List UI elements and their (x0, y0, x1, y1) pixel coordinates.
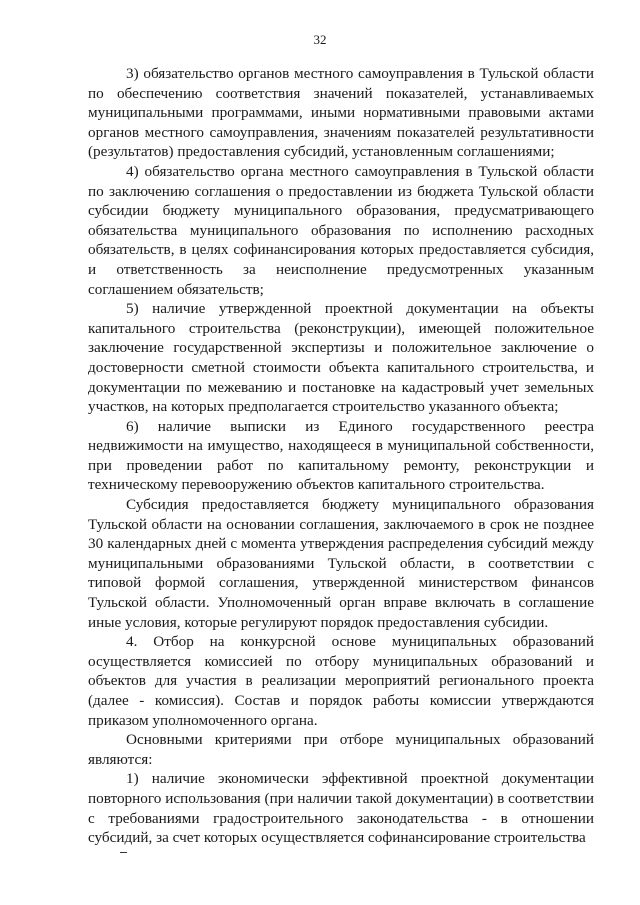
paragraph-subsidy-agreement: Субсидия предоставляется бюджету муниципального образования Тульской области на основании соглашения, заключаемого в срок не позднее 30 календарных дней с момента утверждения распределения субсидий между муниципальными образованиями Тульской области, в соответствии с типовой формой соглашения, утвержденной министерством финансов Тульской области. Уполномоченный орган вправе включать в соглашение иные условия, которые регулируют порядок предоставления субсидии. (88, 496, 594, 631)
scan-mark (120, 852, 127, 853)
paragraph-selection-criteria: Основными критериями при отборе муниципальных образований являются: (88, 731, 594, 768)
document-body (88, 64, 594, 848)
paragraph-item-6-registry-extract: 6) наличие выписки из Единого государственного реестра недвижимости на имущество, находящееся в муниципальной собственности, при проведении работ по капитальному ремонту, реконструкции и техническому перевооружению объектов капитального строительства. (88, 417, 594, 494)
paragraph-criterion-1: 1) наличие экономически эффективной проектной документации повторного использования (при наличии такой документации) в соответствии с требованиями градостроительного законодательства - в отношении субсидий, за счет которых осуществляется софинансирование строительства (88, 770, 594, 847)
paragraph-item-3-obligation: 3) обязательство органов местного самоуправления в Тульской области по обеспечению соответствия значений показателей, устанавливаемых муниципальными программами, иными нормативными правовыми актами органов местного самоуправления, значениям показателей результативности (результатов) предоставления субсидий, установленным соглашениями; (88, 65, 594, 161)
paragraph-item-5-project-documentation: 5) наличие утвержденной проектной документации на объекты капитального строительства (реконструкции), имеющей положительное заключение государственной экспертизы и положительное заключение о достоверности сметной стоимости объекта капитального строительства, и документации по межеванию и постановке на кадастровый учет земельных участков, на которых предполагается строительство указанного объекта; (88, 300, 594, 416)
paragraph-item-4-agreement: 4) обязательство органа местного самоуправления в Тульской области по заключению соглашения о предоставлении из бюджета Тульской области субсидии бюджету муниципального образования, предусматривающего обязательства муниципального образования по исполнению расходных обязательств, в целях софинансирования которых предоставляется субсидия, и ответственность за неисполнение предусмотренных указанным соглашением обязательств; (88, 162, 594, 298)
paragraph-section-4-selection: 4. Отбор на конкурсной основе муниципальных образований осуществляется комиссией по отбору муниципальных образований и объектов для участия в реализации мероприятий регионального проекта (далее - комиссия). Состав и порядок работы комиссии утверждаются приказом уполномоченного органа. (88, 633, 594, 729)
page-number: 32 (313, 32, 327, 47)
